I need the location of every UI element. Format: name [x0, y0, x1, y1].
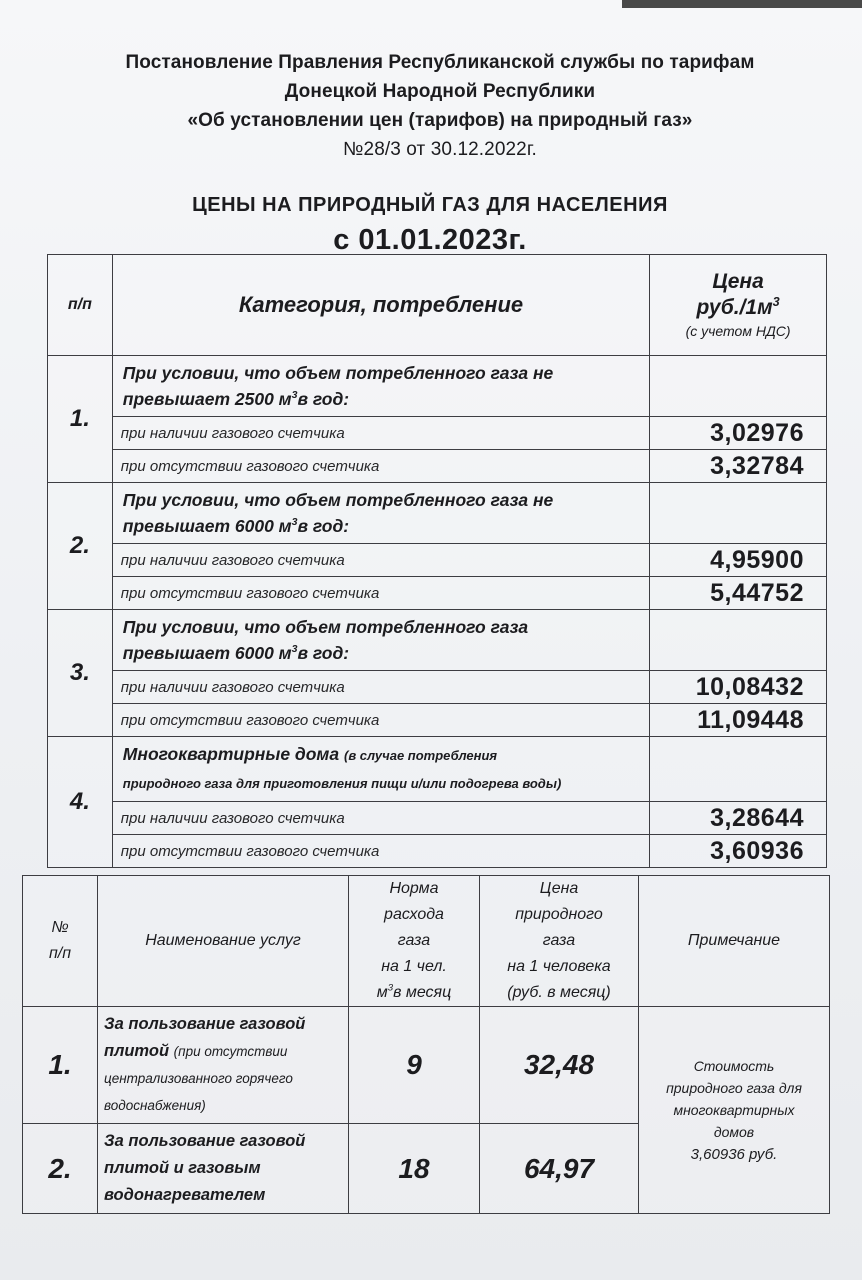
header-service-name: Наименование услуг: [98, 876, 349, 1007]
table-header-row: [23, 876, 830, 1007]
header-note: Примечание: [639, 876, 830, 1007]
table-header-row: [48, 255, 827, 356]
table-row: [23, 1007, 830, 1124]
table-row: [48, 450, 827, 483]
group-number: 3.: [48, 610, 113, 737]
empty-price-cell: [650, 610, 827, 671]
header-decree-number: №28/3 от 30.12.2022г.: [343, 139, 537, 160]
header-num: п/п: [48, 255, 113, 356]
row-number: 2.: [23, 1124, 98, 1214]
row-number: 1.: [23, 1007, 98, 1124]
row-price: 5,44752: [650, 577, 827, 610]
empty-price-cell: [650, 356, 827, 417]
empty-price-cell: [650, 737, 827, 802]
header-norm: Норма расхода газа на 1 чел. $м^3в$ месяц: [349, 876, 480, 1007]
table-row: [48, 802, 827, 835]
row-label: при отсутствии газового счетчика: [112, 704, 649, 737]
prices-title: ЦЕНЫ НА ПРИРОДНЫЙ ГАЗ ДЛЯ НАСЕЛЕНИЯ: [192, 194, 668, 216]
row-price: 3,02976: [650, 417, 827, 450]
table-row: [48, 417, 827, 450]
norm-value: 9: [349, 1007, 480, 1124]
header-price-line2: $руб./1м^3$: [696, 295, 780, 319]
group-condition: При условии, что объем потребленного газа не превышает 2500 $м^3в$ год:: [112, 356, 649, 417]
table-row: [48, 483, 827, 544]
norm-value: 18: [349, 1124, 480, 1214]
price-value: 32,48: [480, 1007, 639, 1124]
service-name: За пользование газовой плитой (при отсутствии централизованного горячего водоснабжения): [98, 1007, 349, 1124]
group-number: 1.: [48, 356, 113, 483]
row-price: 3,28644: [650, 802, 827, 835]
row-label: при наличии газового счетчика: [112, 802, 649, 835]
table-row: [48, 356, 827, 417]
price-value: 64,97: [480, 1124, 639, 1214]
header-category: Категория, потребление: [112, 255, 649, 356]
photo-edge: [622, 0, 862, 8]
service-name: За пользование газовой плитой и газовым водонагревателем: [98, 1124, 349, 1214]
table-row: [48, 737, 827, 802]
document-header: [60, 48, 820, 164]
row-price: 11,09448: [650, 704, 827, 737]
row-price: 3,32784: [650, 450, 827, 483]
header-price-line1: Цена: [712, 270, 764, 293]
group-condition: Многоквартирные дома (в случае потребления природного газа для приготовления пищи и/или подогрева воды): [112, 737, 649, 802]
header-line-1: Постановление Правления Республиканской службы по тарифам: [125, 52, 755, 73]
row-price: 4,95900: [650, 544, 827, 577]
row-price: 10,08432: [650, 671, 827, 704]
header-price-note: (с учетом НДС): [685, 323, 791, 339]
row-label: при наличии газового счетчика: [112, 544, 649, 577]
row-label: при отсутствии газового счетчика: [112, 577, 649, 610]
table-row: [48, 577, 827, 610]
group-number: 4.: [48, 737, 113, 868]
note-cell: Стоимость природного газа для многоквартирных домов 3,60936 руб.: [639, 1007, 830, 1214]
row-label: при наличии газового счетчика: [112, 417, 649, 450]
table-row: [48, 671, 827, 704]
group-condition: При условии, что объем потребленного газа не превышает 6000 $м^3в$ год:: [112, 483, 649, 544]
header-line-2: Донецкой Народной Республики: [284, 81, 596, 102]
row-price: 3,60936: [650, 835, 827, 868]
table-row: [48, 544, 827, 577]
table-row: [48, 704, 827, 737]
row-label: при отсутствии газового счетчика: [112, 450, 649, 483]
empty-price-cell: [650, 483, 827, 544]
group-number: 2.: [48, 483, 113, 610]
table-row: [48, 835, 827, 868]
gas-prices-table: [47, 254, 827, 868]
consumption-norms-table: [22, 875, 830, 1214]
header-line-3: «Об установлении цен (тарифов) на природный газ»: [187, 110, 693, 131]
header-price: Цена природного газа на 1 человека (руб. в месяц): [480, 876, 639, 1007]
header-num: № п/п: [23, 876, 98, 1007]
header-price: [650, 255, 827, 356]
row-label: при наличии газового счетчика: [112, 671, 649, 704]
effective-date: с 01.01.2023г.: [333, 224, 527, 256]
table-row: [48, 610, 827, 671]
group-condition: При условии, что объем потребленного газа превышает 6000 $м^3в$ год:: [112, 610, 649, 671]
row-label: при отсутствии газового счетчика: [112, 835, 649, 868]
